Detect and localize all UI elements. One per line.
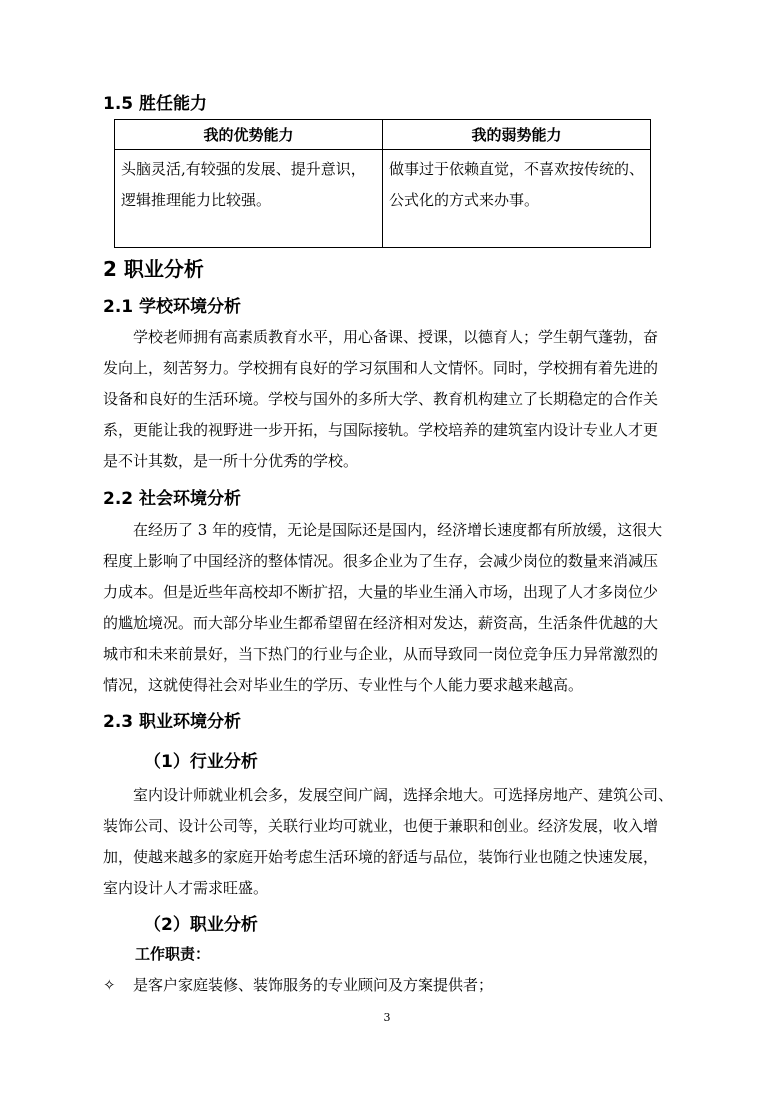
paragraph-line: 的尴尬境况。而大部分毕业生都希望留在经济相对发达，薪资高，生活条件优越的大 xyxy=(103,614,659,632)
paragraph-line: 学校老师拥有高素质教育水平，用心备课、授课，以德育人；学生朝气蓬勃，奋 xyxy=(133,328,659,346)
industry-analysis-heading: （1）行业分析 xyxy=(144,752,258,772)
school-analysis-paragraph xyxy=(103,322,683,477)
paragraph-line: 城市和未来前景好，当下热门的行业与企业，从而导致同一岗位竞争压力异常激烈的 xyxy=(103,645,659,663)
competency-table xyxy=(114,119,651,248)
paragraph-line: 情况，这就使得社会对毕业生的学历、专业性与个人能力要求越来越高。 xyxy=(103,676,584,694)
paragraph-line: 程度上影响了中国经济的整体情况。很多企业为了生存，会减少岗位的数量来消减压 xyxy=(103,552,659,570)
paragraph-line: 设备和良好的生活环境。学校与国外的多所大学、教育机构建立了长期稳定的合作关 xyxy=(103,390,659,408)
strength-cell xyxy=(115,150,383,248)
strength-line: 头脑灵活,有较强的发展、提升意识， xyxy=(121,160,366,178)
weakness-line: 公式化的方式来办事。 xyxy=(388,191,539,209)
paragraph-line: 力成本。但是近些年高校却不断扩招，大量的毕业生涌入市场，出现了人才多岗位少 xyxy=(103,583,659,601)
duties-label: 工作职责： xyxy=(135,945,211,963)
weakness-line: 做事过于依赖直觉，不喜欢按传统的、 xyxy=(388,160,644,178)
paragraph-line: 发向上，刻苦努力。学校拥有良好的学习氛围和人文情怀。同时，学校拥有着先进的 xyxy=(103,359,659,377)
society-analysis-paragraph xyxy=(103,515,683,701)
duty-bullet-item xyxy=(103,974,493,995)
strength-line: 逻辑推理能力比较强。 xyxy=(121,191,272,209)
paragraph-line: 是不计其数，是一所十分优秀的学校。 xyxy=(103,452,359,470)
paragraph-line: 系，更能让我的视野进一步开拓，与国际接轨。学校培养的建筑室内设计专业人才更 xyxy=(103,421,659,439)
diamond-bullet-icon: ✧ xyxy=(103,976,116,994)
industry-analysis-paragraph xyxy=(103,780,683,904)
page-number: 3 xyxy=(383,1011,391,1024)
strength-header: 我的优势能力 xyxy=(115,120,383,150)
paragraph-line: 室内设计人才需求旺盛。 xyxy=(103,879,269,897)
career-analysis-heading: （2）职业分析 xyxy=(144,915,258,935)
paragraph-line: 装饰公司、设计公司等，关联行业均可就业，也便于兼职和创业。经济发展，收入增 xyxy=(103,817,659,835)
section-2-heading: 2 职业分析 xyxy=(103,257,204,281)
section-2-3-heading: 2.3 职业环境分析 xyxy=(103,712,242,732)
weakness-cell xyxy=(382,150,650,248)
weakness-header: 我的弱势能力 xyxy=(382,120,650,150)
section-2-2-heading: 2.2 社会环境分析 xyxy=(103,489,242,509)
duty-text: 是客户家庭装修、装饰服务的专业顾问及方案提供者； xyxy=(133,976,494,994)
paragraph-line: 室内设计师就业机会多，发展空间广阔，选择余地大。可选择房地产、建筑公司、 xyxy=(133,786,674,804)
section-1-5-heading: 1.5 胜任能力 xyxy=(103,94,208,114)
section-2-1-heading: 2.1 学校环境分析 xyxy=(103,297,242,317)
paragraph-line: 在经历了 3 年的疫情，无论是国际还是国内，经济增长速度都有所放缓，这很大 xyxy=(133,521,663,539)
paragraph-line: 加，使越来越多的家庭开始考虑生活环境的舒适与品位，装饰行业也随之快速发展， xyxy=(103,848,659,866)
